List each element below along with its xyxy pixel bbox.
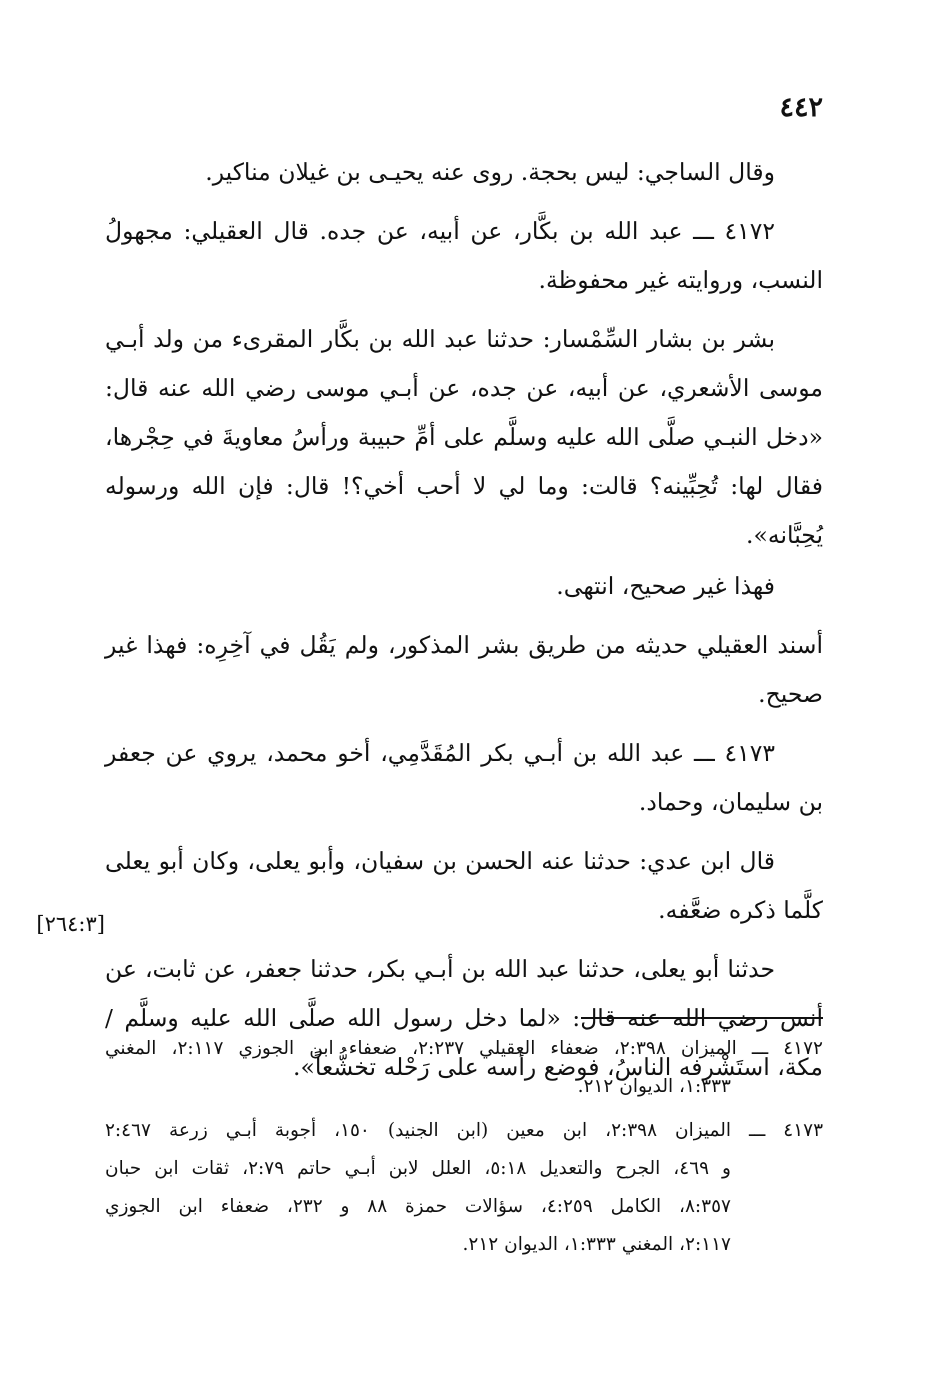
footnote-4173 <box>105 1112 823 1264</box>
paragraph-ibn-adi: قال ابن عدي: حدثنا عنه الحسن بن سفيان، وأبو يعلى، وكان أبو يعلى كلَّما ذكره ضعَّفه. <box>105 847 823 924</box>
footnote-divider <box>581 1017 823 1019</box>
footnote-line: ٨:٣٥٧، الكامل ٤:٢٥٩، سؤالات حمزة ٨٨ و ٢٣٢، ضعفاء ابن الجوزي <box>105 1196 731 1217</box>
footnote-line: و ٤٦٩، الجرح والتعديل ٥:١٨، العلل لابن أبـي حاتم ٢:٧٩، ثقات ابن حبان <box>105 1158 731 1179</box>
footnote-4172 <box>105 1030 823 1106</box>
footnote-line: ٤١٧٣ ـــ الميزان ٢:٣٩٨، ابن معين (ابن الجنيد) ١٥٠، أجوبة أبـي زرعة ٢:٤٦٧ <box>105 1120 824 1141</box>
paragraph-not-authentic: فهذا غير صحيح، انتهى. <box>556 572 775 600</box>
footnote-line: ٢:١١٧، المغني ١:٣٣٣، الديوان ٢١٢. <box>462 1234 731 1255</box>
margin-reference: [٢٦٤:٣] <box>36 912 105 936</box>
page-number: ٤٤٢ <box>779 92 823 123</box>
footnote-line: ١:٣٣٣، الديوان ٢١٢. <box>577 1076 731 1097</box>
footnotes <box>105 1030 823 1270</box>
entry-4173-heading: ٤١٧٣ ـــ عبد الله بن أبـي بكر المُقَدَّمِي، أخو محمد، يروي عن جعفر بن سليمان، وحماد. <box>105 739 823 816</box>
main-text <box>105 148 823 1094</box>
footnote-line: ٤١٧٢ ـــ الميزان ٢:٣٩٨، ضعفاء العقيلي ٢:٢٣٧، ضعفاء ابن الجوزي ٢:١١٧، المغني <box>105 1038 823 1059</box>
entry-4172-heading: ٤١٧٢ ـــ عبد الله بن بكَّار، عن أبيه، عن جده. قال العقيلي: مجهولُ النسب، وروايته غير محفوظة. <box>105 217 823 294</box>
paragraph-anas-hadith: حدثنا أبو يعلى، حدثنا عبد الله بن أبـي بكر، حدثنا جعفر، عن ثابت، عن أنس رضي الله عنه قال: «لما دخل رسول الله صلَّى الله عليه وسلَّم / مكة، استَشْرفه الناسُ، فوضع رأسه على رَحْله تخشُّعاً». <box>105 955 823 1081</box>
paragraph-bishr-hadith: بشر بن بشار السِّمْسار: حدثنا عبد الله بن بكَّار المقرىء من ولد أبـي موسى الأشعري، عن أبيه، عن جده، عن أبـي موسى رضي الله عنه قال: «دخل النبـي صلَّى الله عليه وسلَّم على أمِّ حبيبة ورأسُ معاويةَ في حِجْرها، فقال لها: تُحِبِّينه؟ قالت: وما لي لا أحب أخي؟! قال: فإن الله ورسوله يُحِبَّانه». <box>105 325 823 549</box>
paragraph-sajis-statement: وقال الساجي: ليس بحجة. روى عنه يحيـى بن غيلان مناكير. <box>205 158 775 186</box>
paragraph-uqayli-remark: أسند العقيلي حديثه من طريق بشر المذكور، ولم يَقُل في آخِرِه: فهذا غير صحيح. <box>105 631 823 708</box>
